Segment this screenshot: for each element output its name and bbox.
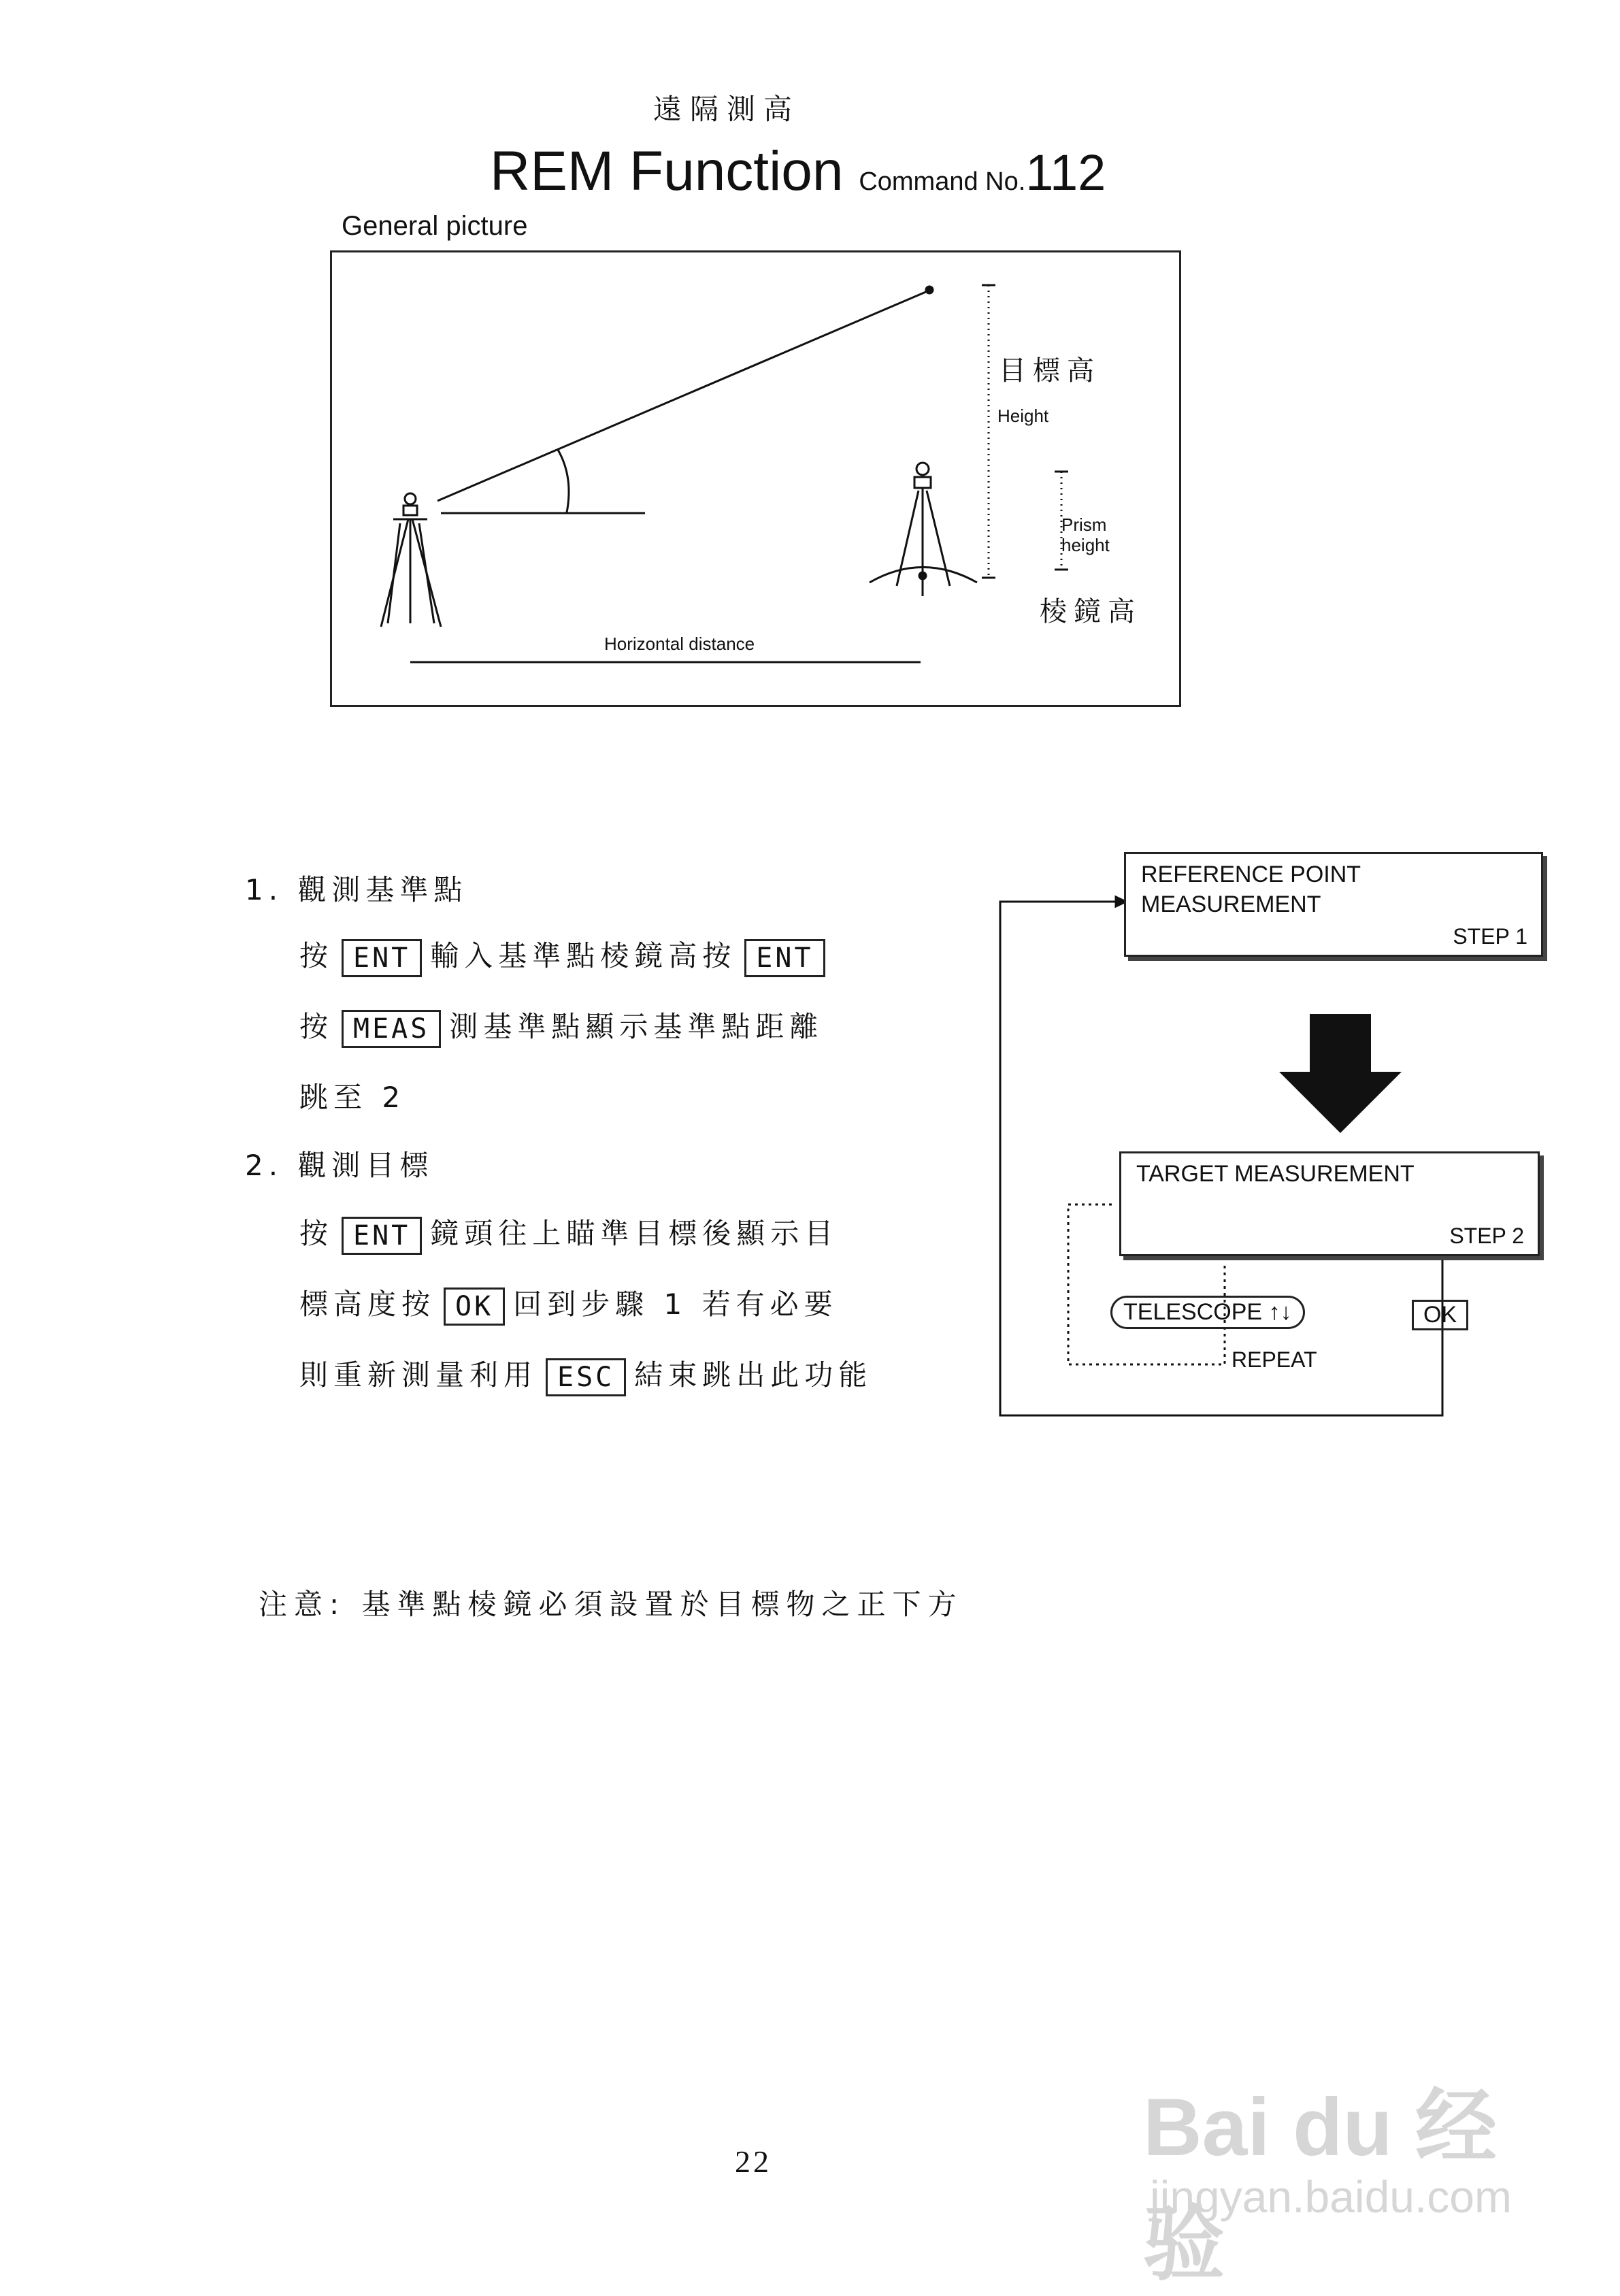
step2-heading: 2. 觀測目標 — [245, 1149, 434, 1182]
ok-button[interactable]: OK — [1412, 1300, 1468, 1330]
watermark-site: jingyan.baidu.com — [1150, 2171, 1512, 2222]
ok-key: OK — [444, 1288, 505, 1326]
command-number: 112 — [1025, 144, 1106, 201]
repeat-label: REPEAT — [1231, 1347, 1317, 1372]
ent-key: ENT — [342, 1217, 422, 1255]
note-text: 注意: 基準點棱鏡必須設置於目標物之正下方 — [259, 1588, 963, 1621]
page-subtitle: 遠隔測高 — [653, 93, 801, 126]
step1-line2: 按 MEAS 測基準點顯示基準點距離 — [299, 1004, 823, 1048]
target-height-zh-label: 目標高 — [999, 356, 1101, 386]
meas-key: MEAS — [342, 1010, 441, 1048]
step1-line1: 按 ENT 輸入基準點棱鏡高按 ENT — [299, 934, 833, 977]
prism-tripod-icon — [870, 463, 977, 596]
step2-box — [1119, 1151, 1540, 1256]
vertical-angle-arc — [558, 450, 569, 512]
step2-line3: 則重新測量利用 ESC 結束跳出此功能 — [299, 1353, 872, 1396]
step1-line3: 跳至 2 — [299, 1081, 406, 1114]
ent-key: ENT — [342, 939, 422, 977]
target-height-en-label: Height — [997, 406, 1049, 426]
esc-key: ESC — [546, 1358, 626, 1396]
step1-heading: 1. 觀測基準點 — [245, 873, 468, 906]
step2-line2: 標高度按 OK 回到步驟 1 若有必要 — [299, 1282, 838, 1326]
figure-caption: General picture — [342, 211, 528, 241]
step1-box-title: REFERENCE POINT MEASUREMENT — [1141, 862, 1361, 917]
instrument-tripod-icon — [381, 493, 441, 627]
step1-box — [1124, 852, 1543, 957]
general-picture-diagram — [330, 250, 1181, 707]
command-label: Command No. — [859, 167, 1026, 196]
sight-line — [437, 291, 927, 501]
title-text: REM Function — [490, 140, 844, 202]
ent-key: ENT — [744, 939, 825, 977]
page-number: 22 — [735, 2144, 772, 2179]
page-title — [490, 140, 1106, 203]
watermark-brand: Bai du 经验 — [1143, 2082, 1498, 2290]
prism-height-en-label: Prism height — [1061, 514, 1110, 555]
telescope-button[interactable]: TELESCOPE ↑↓ — [1110, 1296, 1305, 1329]
step2-line1: 按 ENT 鏡頭往上瞄準目標後顯示目 — [299, 1211, 838, 1255]
step2-label: STEP 2 — [1449, 1224, 1524, 1248]
target-point — [926, 286, 933, 293]
down-arrow-icon — [1279, 1014, 1402, 1133]
step2-box-title: TARGET MEASUREMENT — [1136, 1161, 1415, 1187]
step1-label: STEP 1 — [1453, 924, 1527, 949]
baidu-watermark — [1143, 2062, 1578, 2290]
horizontal-distance-label: Horizontal distance — [604, 634, 755, 654]
prism-height-zh-label: 棱鏡高 — [1040, 597, 1142, 627]
diagram-drawing — [332, 252, 1179, 705]
